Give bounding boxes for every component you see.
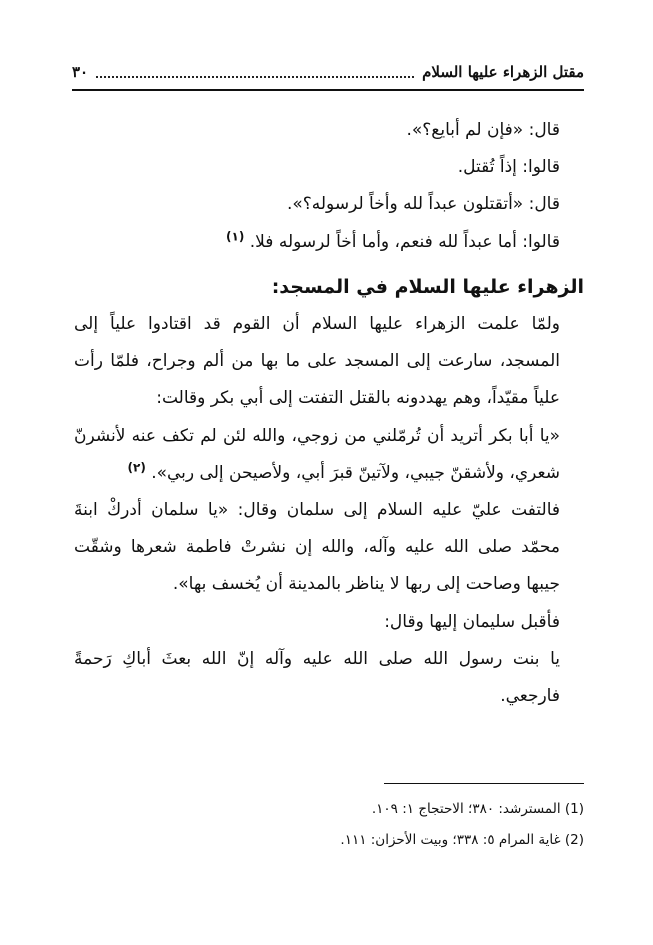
paragraph-2-content: «يا أبا بكر أتريد أن تُرمّلني من زوجي، والله لئن لم تكف عنه لأنشرنّ شعري، ولأشقنّ جيبي، ولآتينّ قبرَ أبي، ولأصيحن إلى ربي». [74, 425, 560, 483]
footnote-ref-2: (٢) [127, 460, 146, 475]
text-line-4-content: قالوا: أما عبداً لله فنعم، وأما أخاً لرسوله فلا. [249, 231, 560, 252]
text-line-2: قالوا: إذاً تُقتل. [457, 157, 560, 178]
paragraph-2 [74, 418, 584, 492]
paragraph-4: فأقبل سليمان إليها وقال: [384, 611, 560, 632]
footnote-1: (1) المسترشد: ٣٨٠؛ الاحتجاج ١: ١٠٩. [371, 801, 584, 817]
text-line-4 [74, 224, 584, 261]
section-heading: الزهراء عليها السلام في المسجد: [271, 275, 584, 298]
footnote-rule [384, 783, 584, 784]
text-line-1: قال: «فإن لم أبايع؟». [406, 120, 560, 140]
footnote-2: (2) غاية المرام ٥: ٣٣٨؛ وبيت الأحزان: ١١١. [340, 832, 584, 848]
paragraph-3: فالتفت عليّ عليه السلام إلى سلمان وقال: «يا سلمان أدركْ ابنةَ محمّد صلى الله عليه وآله، والله إن نشرتْ فاطمة شعرها وشقّت جيبها وصاحت إلى ربها لا يناظر بالمدينة أن يُخسف بها». [74, 500, 560, 595]
paragraph-5: يا بنت رسول الله صلى الله عليه وآله إنّ الله بعثَ أباكِ رَحمةً فارجعي. [74, 648, 560, 707]
main-text [74, 112, 584, 715]
footnote-ref-1: (١) [226, 228, 245, 243]
header-title: مقتل الزهراء عليها السلام [422, 63, 584, 81]
text-line-3: قال: «أتقتلون عبداً لله وأخاً لرسوله؟». [286, 194, 560, 215]
page-number: ٣٠ [72, 63, 89, 81]
paragraph-1: ولمّا علمت الزهراء عليها السلام أن القوم قد اقتادوا علياً إلى المسجد، سارعت إلى المسجد على ما بها من ألم وجراح، فلمّا رأت علياً مقيّداً، وهم يهددونه بالقتل التفتت إلى أبي بكر وقالت: [74, 314, 560, 409]
footnotes [74, 794, 584, 856]
header-rule [72, 89, 584, 91]
header-leader-dots [96, 76, 414, 78]
running-header [72, 56, 584, 88]
